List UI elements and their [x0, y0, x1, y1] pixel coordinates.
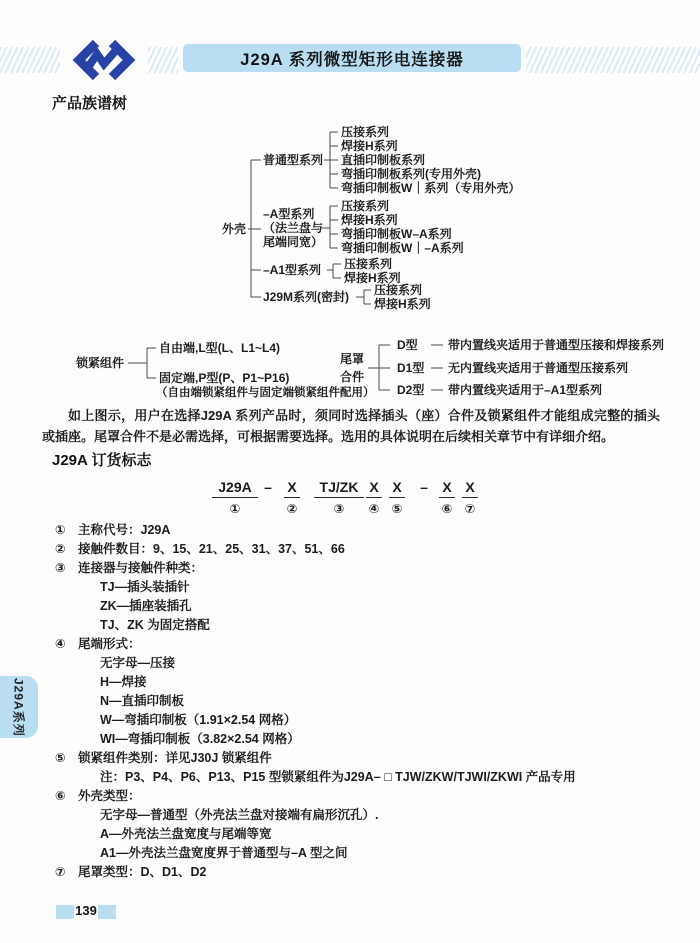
tree-group-sublabel: （法兰盘与	[263, 221, 324, 235]
list-subitem: TJ—插头装插针	[100, 580, 190, 594]
page-number: 139	[75, 903, 97, 918]
circled-number: ④	[368, 502, 380, 516]
code-value: X	[284, 480, 300, 498]
tree-leaf: 压接系列	[341, 199, 390, 213]
tree-group-label: –A型系列	[263, 207, 315, 221]
list-subitem: ZK—插座装插孔	[100, 599, 192, 613]
circled-number: ⑥	[441, 502, 453, 516]
ordering-code-dash: –	[420, 479, 428, 495]
code-value: X	[389, 480, 405, 498]
list-item: ⑦ 尾罩类型：D、D1、D2	[55, 865, 207, 879]
ordering-list	[55, 521, 680, 882]
circled-number: ③	[333, 502, 345, 516]
code-value: TJ/ZK	[314, 480, 364, 498]
tree-leaf-desc: 带内置线夹适用于普通型压接和焊接系列	[448, 338, 665, 352]
list-subitem: A1—外壳法兰盘宽度界于普通型与–A 型之间	[100, 846, 348, 860]
tree-leaf: 焊接H系列	[374, 297, 431, 311]
tree-root-tail-cover: 合件	[340, 370, 365, 384]
ordering-code-dash: –	[264, 479, 272, 495]
tree-leaf: 焊接H系列	[341, 139, 398, 153]
tree-group-label: –A1型系列	[263, 263, 322, 277]
tree-leaf: 焊接H系列	[344, 271, 401, 285]
tree-root-locking: 锁紧组件	[76, 356, 125, 370]
ordering-code-segment	[212, 480, 258, 516]
list-item: ⑤ 锁紧组件类别：详见J30J 锁紧组件	[55, 751, 272, 765]
section-heading-family-tree: 产品族谱树	[52, 95, 128, 112]
circled-number: ①	[229, 502, 241, 516]
list-subitem: H—焊接	[100, 675, 147, 689]
tree-note: （自由端锁紧组件与固定端锁紧组件配用）	[156, 387, 375, 399]
tree-leaf: 焊接H系列	[341, 213, 398, 227]
ordering-code-segment	[366, 480, 382, 516]
tree-leaf-code: D型	[397, 338, 418, 352]
ordering-code-segment	[389, 480, 405, 516]
ordering-code-segment	[284, 480, 300, 516]
page-number-decor-right	[98, 905, 116, 919]
code-value: X	[439, 480, 455, 498]
tree-leaf: 弯插印制板系列(专用外壳)	[341, 167, 481, 181]
code-value: X	[366, 480, 382, 498]
tree-leaf: 压接系列	[341, 125, 390, 139]
list-subitem: N—直插印制板	[100, 694, 185, 708]
tree-leaf: 自由端,L型(L、L1~L4)	[159, 341, 281, 355]
list-subitem: W—弯插印制板（1.91×2.54 网格）	[100, 713, 297, 727]
tree-group-label: J29M系列(密封)	[263, 290, 350, 304]
tree-leaf-desc: 带内置线夹适用于–A1型系列	[448, 383, 603, 397]
tree-leaf-code: D2型	[397, 383, 425, 397]
angle-brackets-wave-icon	[71, 39, 137, 81]
circled-number: ⑦	[464, 502, 476, 516]
tree-root-tail-cover: 尾罩	[340, 352, 365, 366]
circled-number: ②	[286, 502, 298, 516]
ordering-code-segment	[462, 480, 478, 516]
company-logo	[60, 32, 148, 88]
code-value: X	[462, 480, 478, 498]
list-item: ① 主称代号：J29A	[55, 523, 171, 537]
intro-paragraph: 如上图示，用户在选择J29A 系列产品时，须同时选择插头（座）合件及锁紧组件才能组成完整的插头或插座。尾罩合件不是必需选择，可根据需要选择。选用的具体说明在后续相关章节中有详细介绍。	[42, 408, 660, 444]
list-subitem: 无字母—压接	[100, 656, 176, 670]
ordering-code-segment	[314, 480, 364, 516]
section-heading-ordering: J29A 订货标志	[52, 452, 152, 469]
circled-number: ⑤	[391, 502, 403, 516]
list-subitem: TJ、ZK 为固定搭配	[100, 618, 210, 632]
sidebar-chapter-tab	[0, 676, 38, 738]
tree-leaf-code: D1型	[397, 361, 425, 375]
page-title: J29A 系列微型矩形电连接器	[178, 39, 526, 77]
tree-group-sublabel: 尾端同宽）	[263, 235, 324, 249]
list-subitem: 注：P3、P4、P6、P13、P15 型锁紧组件为J29A– □ TJW/ZKW/TJWI/ZKWI 产品专用	[100, 770, 576, 784]
ordering-code-segment	[439, 480, 455, 516]
list-subitem: A—外壳法兰盘宽度与尾端等宽	[100, 827, 272, 841]
tree-leaf: 直插印制板系列	[341, 153, 426, 167]
list-item: ③ 连接器与接触件种类：	[55, 561, 204, 575]
sidebar-chapter-tab-label: J29A系列	[11, 677, 26, 737]
list-item: ⑥ 外壳类型：	[55, 789, 141, 803]
tree-root-shell: 外壳	[222, 222, 247, 236]
tree-leaf: 弯插印制板W｜系列（专用外壳）	[341, 181, 521, 195]
tree-group-label: 普通型系列	[263, 153, 324, 167]
tree-leaf: 弯插印制板W–A系列	[341, 227, 452, 241]
list-subitem: WI—弯插印制板（3.82×2.54 网格）	[100, 732, 300, 746]
tree-leaf-desc: 无内置线夹适用于普通型压接系列	[448, 361, 629, 375]
tree-leaf: 压接系列	[344, 257, 393, 271]
code-value: J29A	[212, 480, 258, 498]
tree-leaf: 压接系列	[374, 283, 423, 297]
tree-leaf: 固定端,P型(P、P1~P16)	[159, 371, 290, 385]
list-subitem: 无字母—普通型（外壳法兰盘对接端有扁形沉孔）.	[100, 808, 379, 822]
list-item: ② 接触件数目：9、15、21、25、31、37、51、66	[55, 542, 345, 556]
list-item: ④ 尾端形式：	[55, 637, 141, 651]
tree-leaf: 弯插印制板W｜–A系列	[341, 241, 464, 255]
